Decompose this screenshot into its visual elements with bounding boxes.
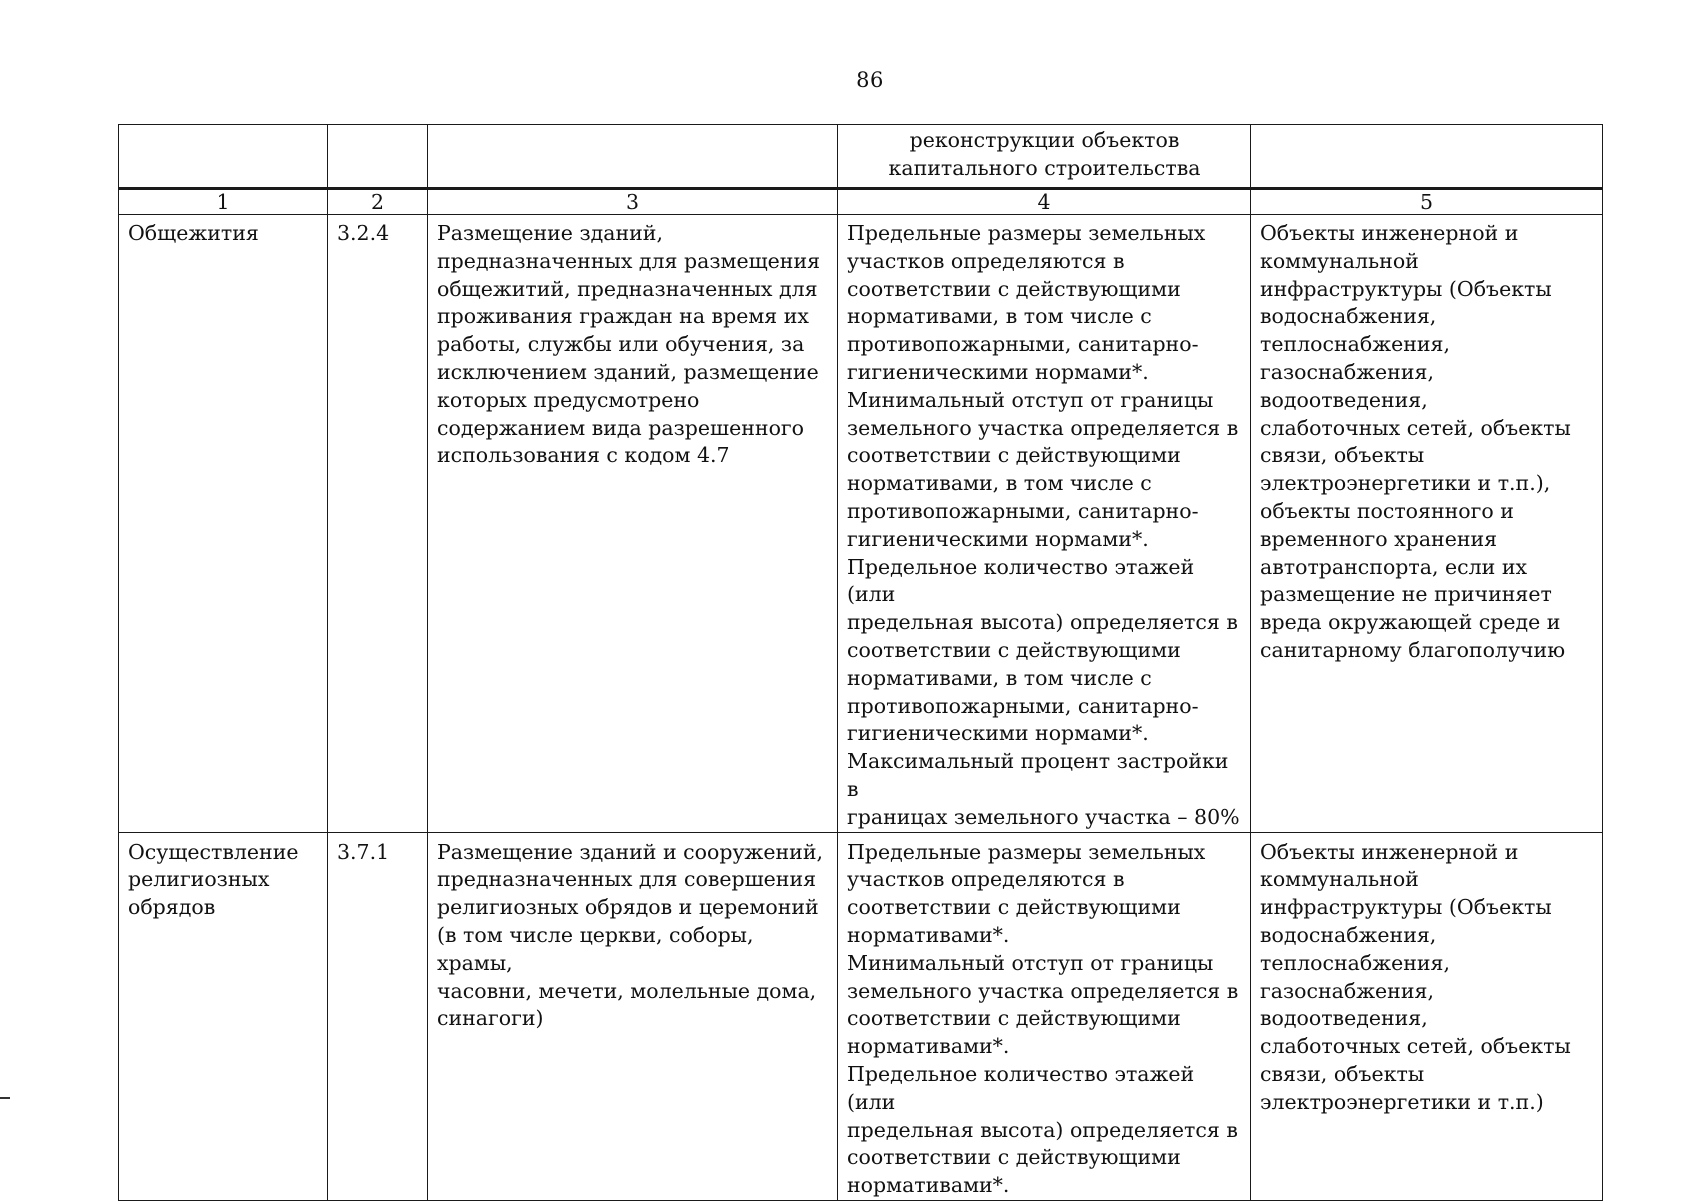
column-number-1: 1	[119, 189, 328, 215]
use-description-cell: Размещение зданий и сооружений, предназначенных для совершения религиозных обрядов и церемоний (в том числе церкви, соборы, храмы, часовни, мечети, молельные дома, синагоги)	[428, 832, 838, 1200]
use-code-cell: 3.7.1	[328, 832, 428, 1200]
column-number-row	[119, 189, 1603, 215]
continuation-row	[119, 125, 1603, 189]
column-number-2: 2	[328, 189, 428, 215]
page-number: 86	[856, 68, 884, 92]
continuation-cell-5	[1251, 125, 1603, 189]
use-code-cell: 3.2.4	[328, 215, 428, 833]
column-number-3: 3	[428, 189, 838, 215]
edge-mark	[0, 1097, 10, 1099]
column-number-4: 4	[838, 189, 1251, 215]
use-description-cell: Размещение зданий, предназначенных для размещения общежитий, предназначенных для проживания граждан на время их работы, службы или обучения, за исключением зданий, размещение которых предусмотрено содержанием вида разрешенного использования с кодом 4.7	[428, 215, 838, 833]
continuation-cell-3	[428, 125, 838, 189]
table-row	[119, 832, 1603, 1200]
auxiliary-uses-cell: Объекты инженерной и коммунальной инфраструктуры (Объекты водоснабжения, теплоснабжения, газоснабжения, водоотведения, слаботочных сетей, объекты связи, объекты электроэнергетики и т.п.)	[1251, 832, 1603, 1200]
continuation-cell-1	[119, 125, 328, 189]
continuation-cell-2	[328, 125, 428, 189]
continuation-cell-4: реконструкции объектов капитального строительства	[838, 125, 1251, 189]
auxiliary-uses-cell: Объекты инженерной и коммунальной инфраструктуры (Объекты водоснабжения, теплоснабжения, газоснабжения, водоотведения, слаботочных сетей, объекты связи, объекты электроэнергетики и т.п.), объекты постоянного и временного хранения автотранспорта, если их размещение не причиняет вреда окружающей среде и санитарному благополучию	[1251, 215, 1603, 833]
parameters-cell: Предельные размеры земельных участков определяются в соответствии с действующими нормативами, в том числе с противопожарными, санитарно- гигиеническими нормами*. Минимальный отступ от границы земельного участка определяется в соответствии с действующими нормативами, в том числе с противопожарными, санитарно- гигиеническими нормами*. Предельное количество этажей (или предельная высота) определяется в соответствии с действующими нормативами, в том числе с противопожарными, санитарно- гигиеническими нормами*. Максимальный процент застройки в границах земельного участка – 80%	[838, 215, 1251, 833]
table-row	[119, 215, 1603, 833]
use-name-cell: Осуществление религиозных обрядов	[119, 832, 328, 1200]
zoning-table	[118, 124, 1603, 1201]
parameters-cell: Предельные размеры земельных участков определяются в соответствии с действующими нормативами*. Минимальный отступ от границы земельного участка определяется в соответствии с действующими нормативами*. Предельное количество этажей (или предельная высота) определяется в соответствии с действующими нормативами*.	[838, 832, 1251, 1200]
use-name-cell: Общежития	[119, 215, 328, 833]
column-number-5: 5	[1251, 189, 1603, 215]
